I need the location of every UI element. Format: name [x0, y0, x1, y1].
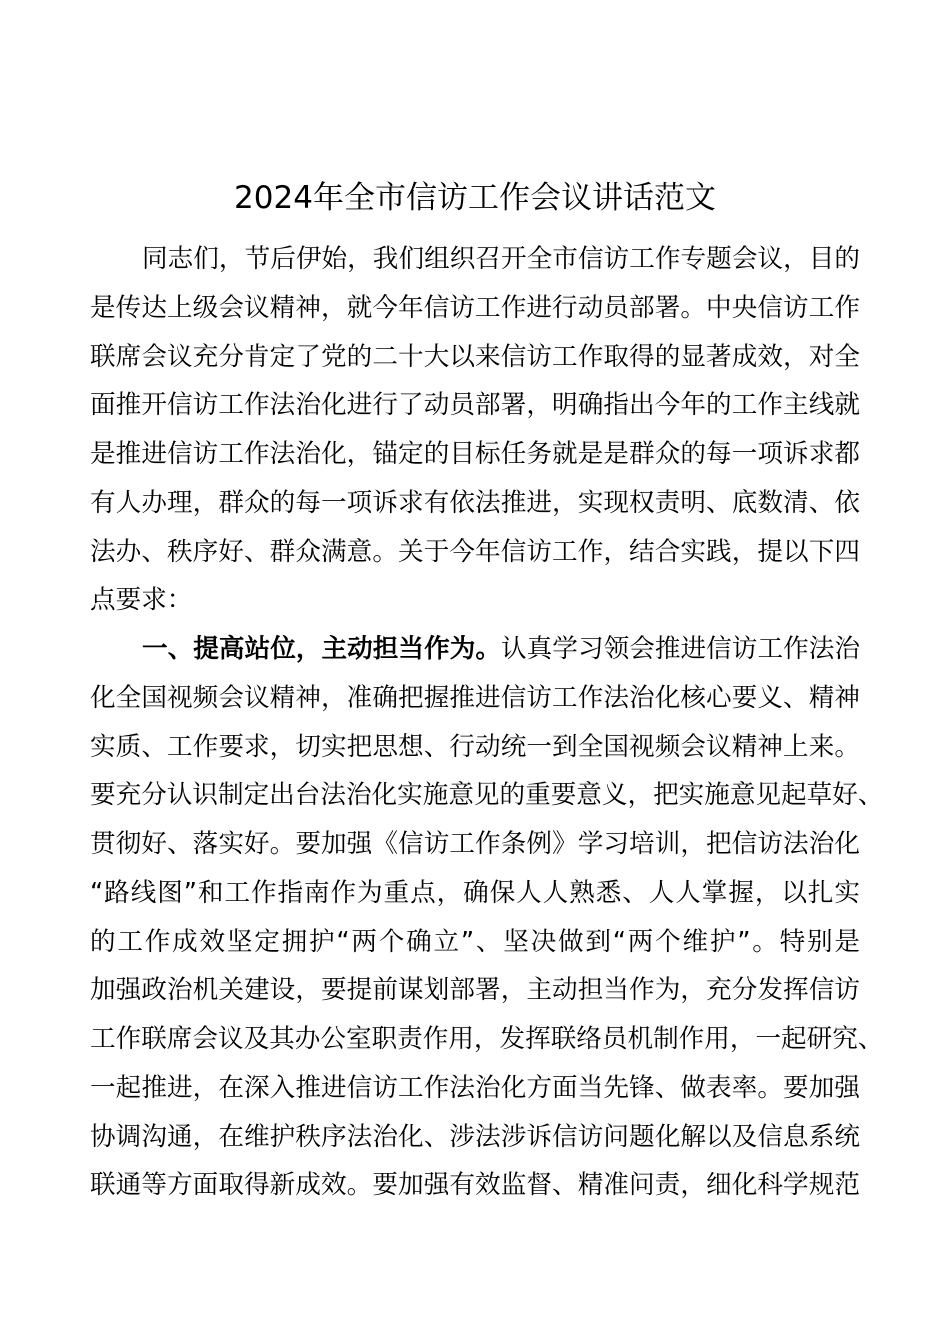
- line-text: 点要求：: [90, 585, 193, 616]
- paragraph-line: [90, 235, 860, 284]
- paragraph-line: [90, 771, 884, 820]
- paragraph-line: [90, 576, 860, 625]
- paragraph-line: [90, 528, 860, 577]
- line-text: 是推进信访工作法治化，锚定的目标任务就是是群众的每一项诉求都: [90, 439, 860, 469]
- line-text: 一起推进，在深入推进信访工作法治化方面当先锋、做表率。要加强: [90, 1072, 860, 1103]
- line-text: 协调沟通，在维护秩序法治化、涉法涉诉信访问题化解以及信息系统: [90, 1121, 860, 1152]
- line-text: 有人办理，群众的每一项诉求有依法推进，实现权责明、底数清、依: [90, 487, 860, 518]
- paragraph-line: [90, 333, 860, 382]
- line-text: 联席会议充分肯定了党的二十大以来信访工作取得的显著成效，对全: [90, 341, 860, 372]
- line-text: “路线图”和工作指南作为重点，确保人人熟悉、人人掌握，以扎实: [90, 877, 860, 908]
- paragraph-line: [90, 1015, 884, 1064]
- document-title: 2024年全市信访工作会议讲话范文: [234, 180, 716, 216]
- line-text: 法办、秩序好、群众满意。关于今年信访工作，结合实践，提以下四: [90, 536, 860, 567]
- line-text: 化全国视频会议精神，准确把握推进信访工作法治化核心要义、精神: [90, 682, 860, 713]
- paragraph-line: [90, 918, 860, 967]
- paragraph-line: [90, 284, 860, 333]
- section-heading: 一、提高站位，主动担当作为。: [142, 634, 502, 664]
- paragraph-line: [90, 430, 860, 479]
- line-text: 工作联席会议及其办公室职责作用，发挥联络员机制作用，一起研究、: [90, 1024, 884, 1054]
- paragraph-line: [90, 674, 860, 723]
- line-text: 同志们，节后伊始，我们组织召开全市信访工作专题会议，目的: [142, 244, 860, 274]
- paragraph-line: [90, 479, 860, 528]
- line-text: 认真学习领会推进信访工作法治: [501, 634, 860, 664]
- paragraph-line: [90, 869, 860, 918]
- line-text: 联通等方面取得新成效。要加强有效监督、精准问责，细化科学规范: [90, 1170, 860, 1201]
- line-text: 面推开信访工作法治化进行了动员部署，明确指出今年的工作主线就: [90, 390, 860, 421]
- line-text: 的工作成效坚定拥护“两个确立”、坚决做到“两个维护”。特别是: [90, 926, 860, 957]
- paragraph-line: [90, 1161, 860, 1210]
- paragraph-line: [90, 966, 860, 1015]
- paragraph-line: [90, 1064, 860, 1113]
- line-text: 实质、工作要求，切实把思想、行动统一到全国视频会议精神上来。: [90, 731, 860, 762]
- line-text: 加强政治机关建设，要提前谋划部署，主动担当作为，充分发挥信访: [90, 975, 860, 1006]
- paragraph-line: [90, 1113, 860, 1162]
- paragraph-line: [90, 820, 860, 869]
- line-text: 要充分认识制定出台法治化实施意见的重要意义，把实施意见起草好、: [90, 780, 884, 811]
- paragraph-line: [90, 381, 860, 430]
- paragraph-line: [90, 723, 860, 772]
- section-heading-line: [90, 625, 860, 674]
- document-body: [90, 235, 884, 1210]
- line-text: 是传达上级会议精神，就今年信访工作进行动员部署。中央信访工作: [90, 292, 860, 323]
- line-text: 贯彻好、落实好。要加强《信访工作条例》学习培训，把信访法治化: [90, 829, 860, 859]
